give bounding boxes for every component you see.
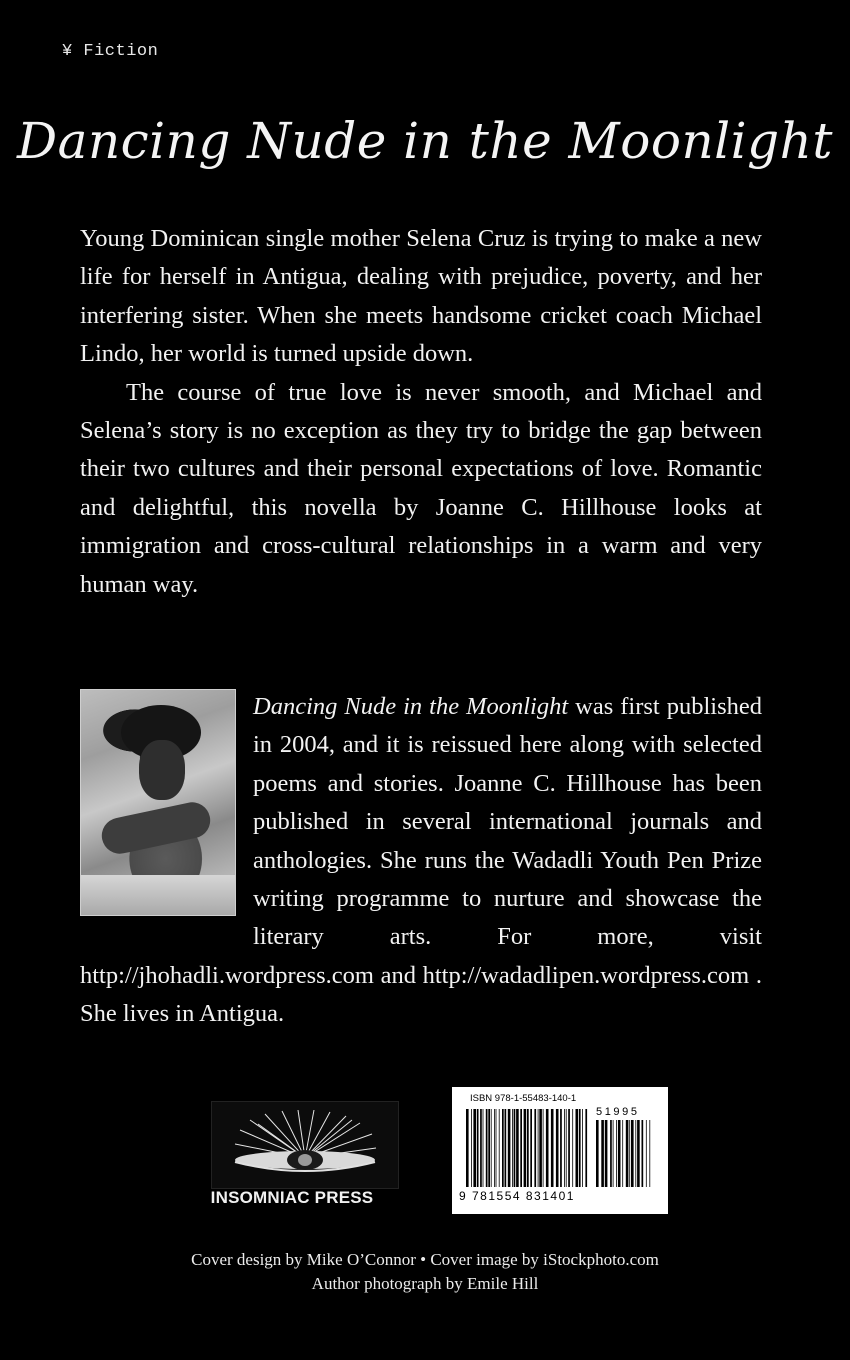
barcode-bar — [530, 1109, 532, 1187]
genre-label: ¥ Fiction — [62, 42, 159, 61]
barcode-bar — [494, 1109, 495, 1187]
barcode-bar — [514, 1109, 516, 1187]
barcode-bar — [596, 1120, 599, 1187]
barcode-bar — [637, 1120, 640, 1187]
barcode-bar — [551, 1109, 554, 1187]
barcode-bar — [534, 1109, 536, 1187]
barcode-bar — [618, 1120, 621, 1187]
barcode-bar — [568, 1109, 570, 1187]
barcode-bar — [520, 1109, 522, 1187]
barcode-bar — [646, 1120, 647, 1187]
barcode-bar — [601, 1120, 604, 1187]
barcode-bar — [585, 1109, 587, 1187]
barcode-addon-digits: 51995 — [596, 1106, 640, 1118]
isbn-label: ISBN 978-1-55483-140-1 — [470, 1093, 577, 1104]
barcode-bar — [539, 1109, 542, 1187]
barcode-bar — [491, 1109, 492, 1187]
blurb-paragraph: The course of true love is never smooth, and Michael and Selena’s story is no exception as they try to bridge the gap between their two cultures and their personal expectations of love. Romantic and delightful, this novella by Joanne C. Hillhouse looks at immigration and cross-cultural relationships in a warm and very human way. — [80, 378, 762, 598]
isbn-barcode — [452, 1087, 668, 1214]
credits — [0, 1248, 850, 1296]
barcode-bar — [477, 1109, 479, 1187]
barcode-bar — [496, 1109, 497, 1187]
barcode-bar — [466, 1109, 469, 1187]
barcode-bar — [499, 1109, 500, 1187]
sun-eye-logo-icon — [230, 1110, 380, 1182]
barcode-bar — [512, 1109, 513, 1187]
barcode-bar — [516, 1109, 519, 1187]
barcode-bar — [488, 1109, 490, 1187]
barcode-bar — [483, 1109, 484, 1187]
barcode-bar — [538, 1109, 539, 1187]
barcode-bar — [527, 1109, 529, 1187]
barcode-bar — [543, 1109, 544, 1187]
barcode-addon-bars — [596, 1120, 652, 1187]
barcode-bar — [566, 1109, 567, 1187]
book-title: Dancing Nude in the Moonlight — [17, 112, 833, 170]
barcode-bar — [564, 1109, 565, 1187]
barcode-bar — [610, 1120, 612, 1187]
bio-book-title: Dancing Nude in the Moonlight — [253, 693, 569, 720]
barcode-bar — [524, 1109, 527, 1187]
bio-body: was first published in 2004, and it is reissued here along with selected poems and stories. Joanne C. Hillhouse has been published in several international journals and anthologies. She runs the Wadadli Youth Pen Prize writing programme to nurture and showcase the literary arts. For more, visit http://jhohadli.wordpress.com and http://wadadlipen.wordpress.com . She lives in Antigua. — [80, 693, 762, 1028]
barcode-bar — [560, 1109, 562, 1187]
barcode-bar — [505, 1109, 507, 1187]
blurb — [80, 220, 762, 604]
barcode-bar — [582, 1109, 583, 1187]
barcode-bar — [629, 1120, 630, 1187]
publisher-name: INSOMNIAC PRESS — [210, 1188, 374, 1207]
barcode-bar — [616, 1120, 617, 1187]
barcode-bar — [626, 1120, 629, 1187]
barcode-bar — [508, 1109, 511, 1187]
barcode-bar — [471, 1109, 472, 1187]
barcode-bar — [576, 1109, 579, 1187]
barcode-bar — [546, 1109, 549, 1187]
barcode-bar — [605, 1120, 608, 1187]
barcode-main-digits: 9 781554 831401 — [459, 1189, 575, 1203]
barcode-main-bars — [466, 1109, 590, 1187]
publisher-logo — [211, 1101, 399, 1189]
barcode-bar — [473, 1109, 476, 1187]
credits-line: Cover design by Mike O’Connor • Cover image by iStockphoto.com — [191, 1250, 659, 1269]
barcode-bar — [502, 1109, 504, 1187]
barcode-bar — [572, 1109, 573, 1187]
barcode-bar — [486, 1109, 488, 1187]
author-bio — [80, 688, 762, 1034]
barcode-bar — [556, 1109, 559, 1187]
barcode-bar — [480, 1109, 482, 1187]
barcode-bar — [579, 1109, 581, 1187]
barcode-bar — [642, 1120, 644, 1187]
barcode-bar — [631, 1120, 634, 1187]
barcode-bar — [649, 1120, 650, 1187]
barcode-bar — [613, 1120, 614, 1187]
credits-line: Author photograph by Emile Hill — [311, 1274, 539, 1293]
barcode-bar — [635, 1120, 636, 1187]
barcode-bar — [622, 1120, 623, 1187]
blurb-paragraph: Young Dominican single mother Selena Cruz is trying to make a new life for herself in Antigua, dealing with prejudice, poverty, and her interfering sister. When she meets handsome cricket coach Michael Lindo, her world is turned upside down. — [80, 225, 762, 368]
author-photo — [80, 689, 236, 916]
